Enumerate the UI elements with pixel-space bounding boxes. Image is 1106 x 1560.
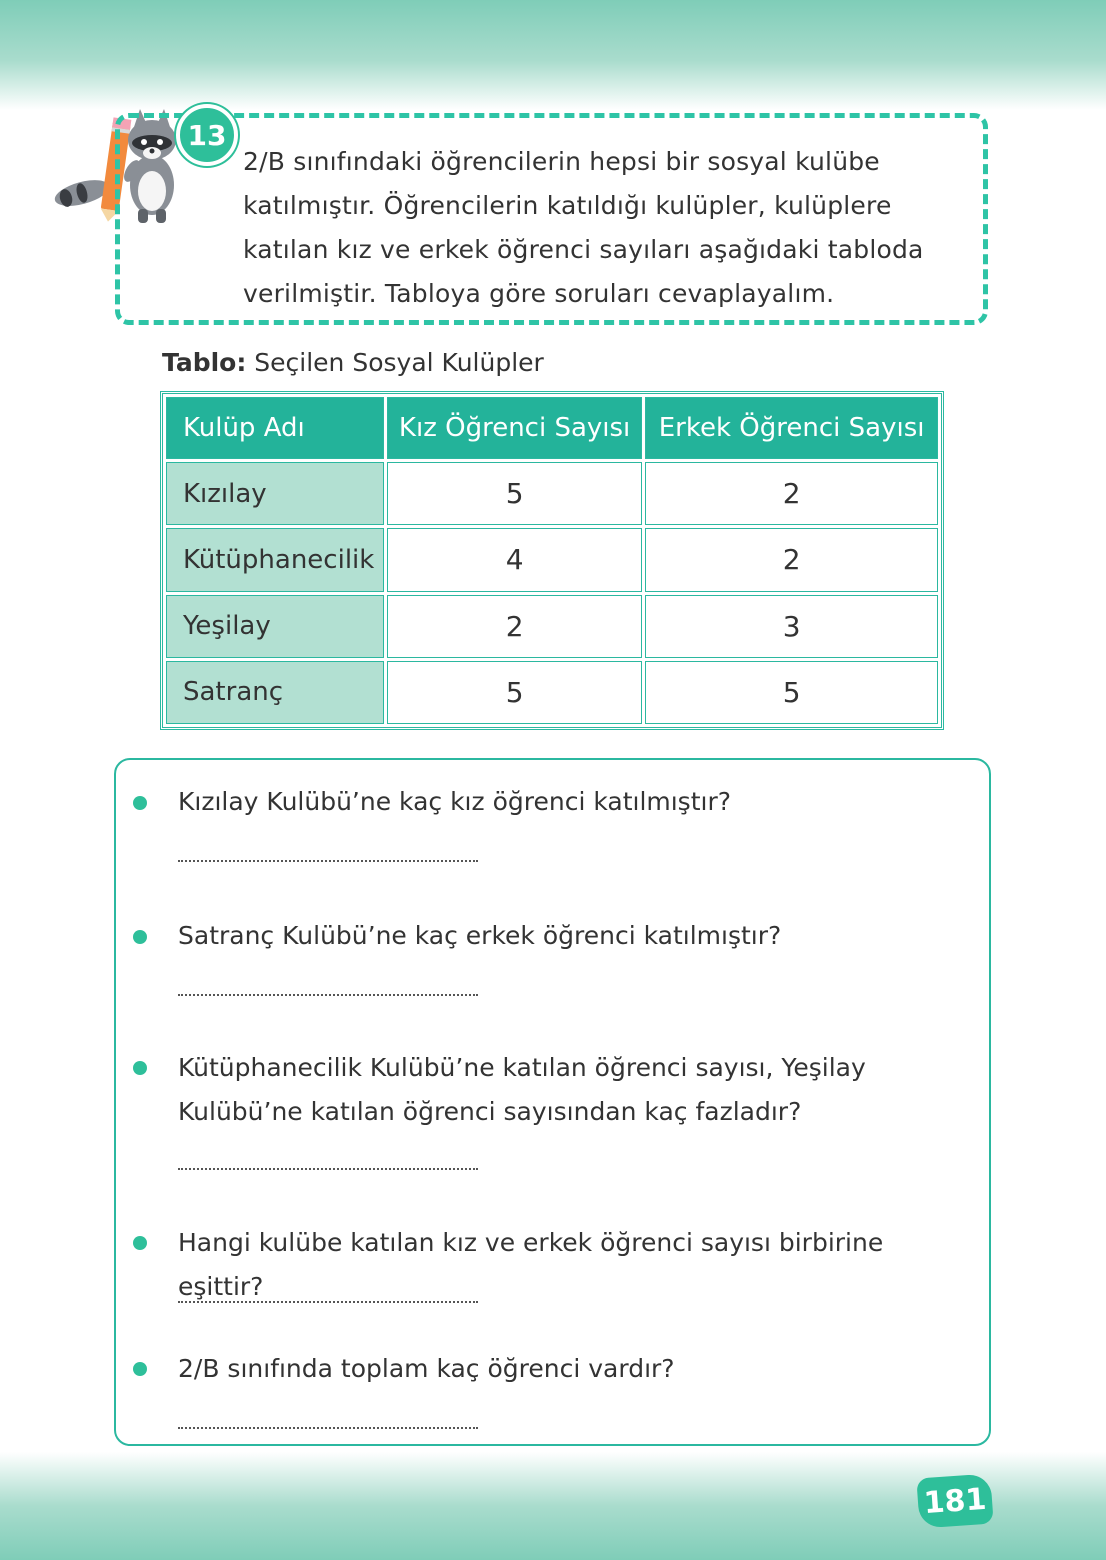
table-row bbox=[166, 595, 938, 658]
club-name-cell: Yeşilay bbox=[166, 595, 384, 658]
answer-line-5[interactable] bbox=[178, 1427, 478, 1429]
boys-count-cell: 5 bbox=[645, 661, 938, 724]
answer-line-3[interactable] bbox=[178, 1168, 478, 1170]
clubs-table bbox=[160, 391, 944, 730]
header-boys: Erkek Öğrenci Sayısı bbox=[645, 397, 938, 459]
table-title-label: Tablo: bbox=[162, 348, 247, 377]
bullet-icon bbox=[133, 796, 147, 810]
top-band bbox=[0, 0, 1106, 110]
table-header-row bbox=[166, 397, 938, 459]
bullet-icon bbox=[133, 930, 147, 944]
question-number-badge: 13 bbox=[176, 104, 238, 166]
bullet-icon bbox=[133, 1061, 147, 1075]
bullet-icon bbox=[133, 1236, 147, 1250]
boys-count-cell: 3 bbox=[645, 595, 938, 658]
header-club-name: Kulüp Adı bbox=[166, 397, 384, 459]
club-name-cell: Kızılay bbox=[166, 462, 384, 525]
question-3: Kütüphanecilik Kulübü’ne katılan öğrenci sayısı, Yeşilay Kulübü’ne katılan öğrenci sayısından kaç fazladır? bbox=[178, 1053, 866, 1126]
answer-line-4[interactable] bbox=[178, 1301, 478, 1303]
intro-text: 2/B sınıfındaki öğrencilerin hepsi bir sosyal kulübe katılmıştır. Öğrencilerin katıldığı kulüpler, kulüplere katılan kız ve erkek öğrenci sayıları aşağıdaki tabloda verilmiştir. Tabloya göre soruları cevaplayalım. bbox=[243, 147, 924, 308]
girls-count-cell: 4 bbox=[387, 528, 642, 591]
question-1: Kızılay Kulübü’ne kaç kız öğrenci katılmıştır? bbox=[178, 787, 732, 816]
table-title bbox=[162, 348, 544, 377]
girls-count-cell: 2 bbox=[387, 595, 642, 658]
question-4: Hangi kulübe katılan kız ve erkek öğrenci sayısı birbirine eşittir? bbox=[178, 1228, 884, 1301]
question-5: 2/B sınıfında toplam kaç öğrenci vardır? bbox=[178, 1354, 675, 1383]
page-number: 181 bbox=[916, 1473, 993, 1528]
boys-count-cell: 2 bbox=[645, 528, 938, 591]
table-row bbox=[166, 462, 938, 525]
club-name-cell: Kütüphanecilik bbox=[166, 528, 384, 591]
table-row bbox=[166, 528, 938, 591]
boys-count-cell: 2 bbox=[645, 462, 938, 525]
girls-count-cell: 5 bbox=[387, 661, 642, 724]
girls-count-cell: 5 bbox=[387, 462, 642, 525]
question-2: Satranç Kulübü’ne kaç erkek öğrenci katılmıştır? bbox=[178, 921, 782, 950]
answer-line-1[interactable] bbox=[178, 860, 478, 862]
club-name-cell: Satranç bbox=[166, 661, 384, 724]
table-row bbox=[166, 661, 938, 724]
header-girls: Kız Öğrenci Sayısı bbox=[387, 397, 642, 459]
answer-line-2[interactable] bbox=[178, 994, 478, 996]
bullet-icon bbox=[133, 1362, 147, 1376]
table-title-text: Seçilen Sosyal Kulüpler bbox=[246, 348, 544, 377]
